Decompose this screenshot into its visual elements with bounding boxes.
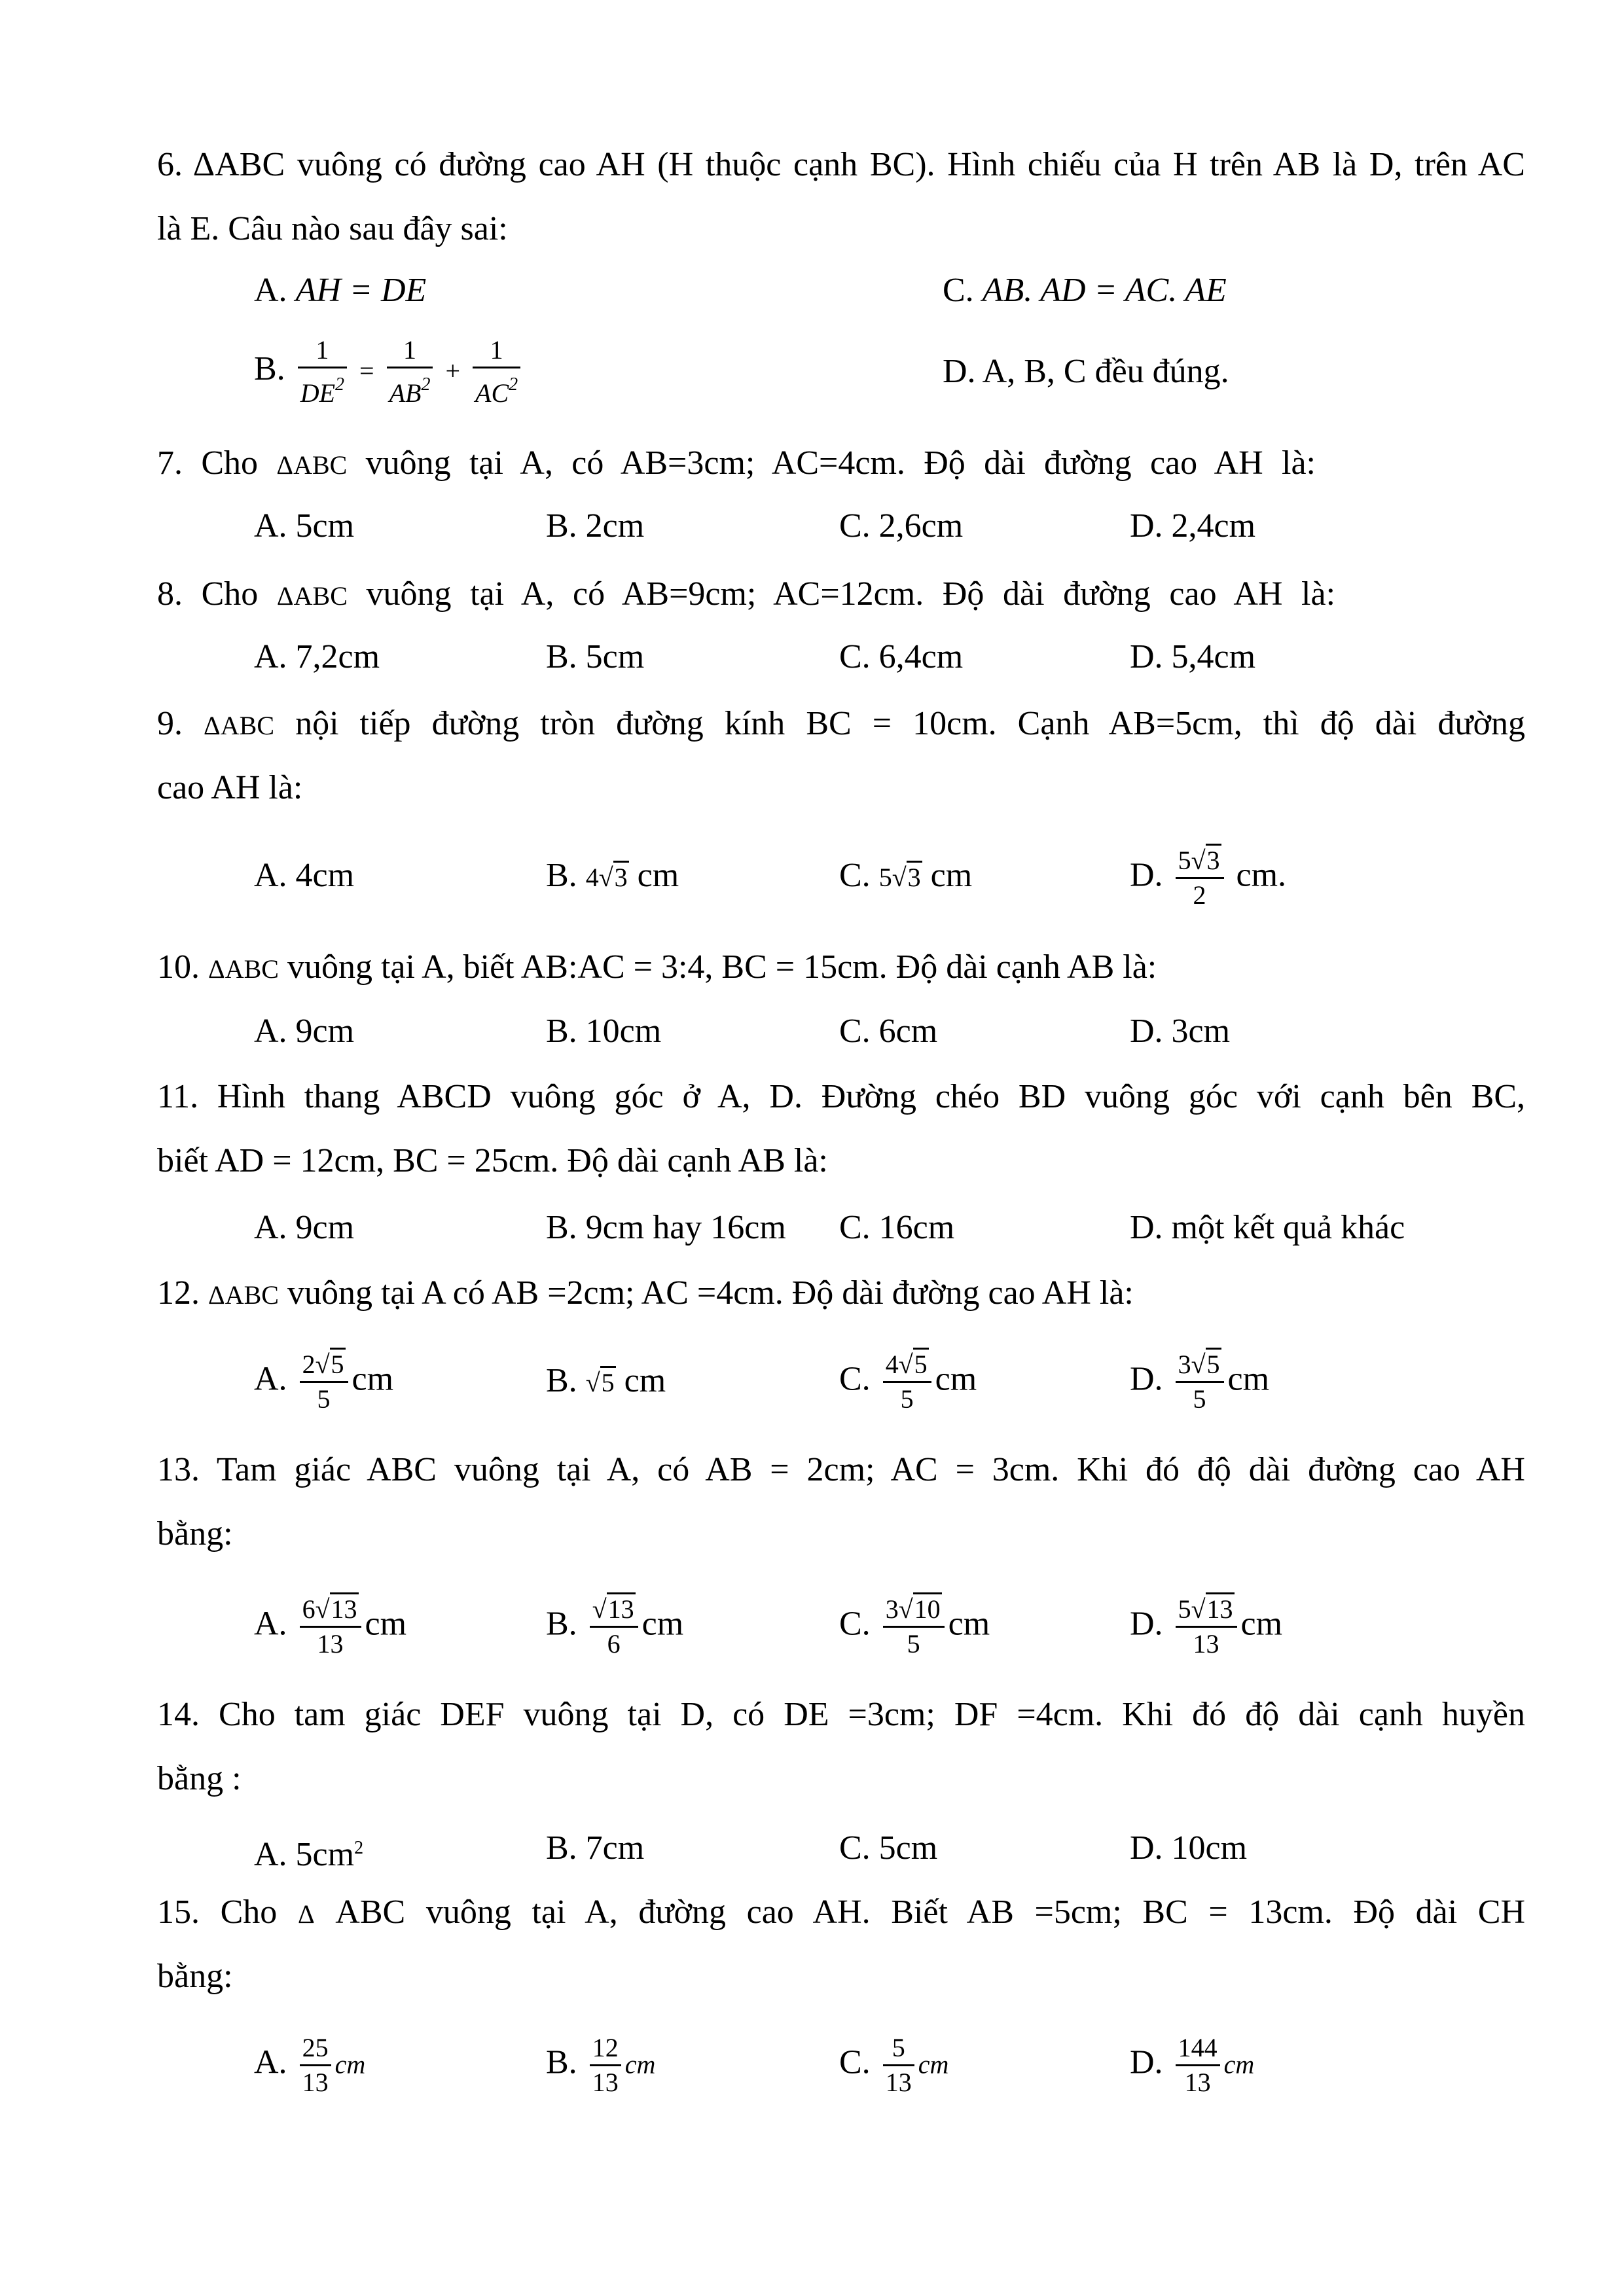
- q10-option-a: A. 9cm: [254, 1013, 355, 1050]
- q14-line-1: 14. Cho tam giác DEF vuông tại D, có DE =3cm; DF =4cm. Khi đó độ dài cạnh huyền: [157, 1696, 1525, 1733]
- q6-b-label: B.: [254, 350, 285, 387]
- q15-b-frac: $\frac{12}{13}$: [590, 2032, 621, 2099]
- q15-option-d: D. $\frac{144}{13}$ cm: [1130, 2032, 1254, 2099]
- q9-line-2: cao AH là:: [157, 769, 303, 806]
- q6-option-a: [254, 270, 426, 312]
- q6-b-frac-3: $\frac{1}{AC^2}$: [473, 334, 520, 410]
- q9-option-c: C. 5√3 cm: [839, 855, 972, 899]
- q8-option-c: C. 6,4cm: [839, 638, 964, 675]
- sqrt-symbol: √5: [899, 1348, 929, 1381]
- q10-stem: 10. ΔABC vuông tại A, biết AB:AC = 3:4, BC = 15cm. Độ dài cạnh AB là:: [157, 948, 1157, 986]
- sqrt-symbol: √3: [1191, 844, 1221, 877]
- q6-a-label: A.: [254, 272, 287, 309]
- q6-b-plus: +: [445, 355, 461, 386]
- q12-stem: 12. ΔABC vuông tại A có AB =2cm; AC =4cm. Độ dài đường cao AH là:: [157, 1274, 1134, 1312]
- q13-d-frac: $\frac{5√13}{13}$: [1176, 1593, 1237, 1660]
- q15-c-frac: $\frac{5}{13}$: [883, 2032, 914, 2099]
- q12-option-a: A. $\frac{2√5}{5}$ cm: [254, 1348, 393, 1416]
- q10-option-c: C. 6cm: [839, 1013, 938, 1050]
- q8-stem: 8. Cho ΔABC vuông tại A, có AB=9cm; AC=12cm. Độ dài đường cao AH là:: [157, 575, 1336, 613]
- q15-option-b: B. $\frac{12}{13}$ cm: [546, 2032, 655, 2099]
- q14-option-c: C. 5cm: [839, 1829, 938, 1867]
- q6-option-d: D. A, B, C đều đúng.: [943, 353, 1229, 390]
- triangle-symbol: ΔABC: [204, 711, 275, 740]
- q11-option-c: C. 16cm: [839, 1209, 955, 1246]
- q11-option-a: A. 9cm: [254, 1209, 355, 1246]
- q12-option-b: B. √5 cm: [546, 1360, 666, 1404]
- q8-option-d: D. 5,4cm: [1130, 638, 1256, 675]
- q9-option-a: A. 4cm: [254, 857, 355, 894]
- sqrt-symbol: √13: [592, 1593, 636, 1626]
- q7-option-b: B. 2cm: [546, 507, 645, 545]
- q7-option-d: D. 2,4cm: [1130, 507, 1256, 545]
- q15-option-c: C. $\frac{5}{13}$ cm: [839, 2032, 948, 2099]
- sqrt-symbol: √5: [1191, 1348, 1221, 1381]
- q13-a-frac: $\frac{6√13}{13}$: [300, 1593, 361, 1660]
- q12-a-frac: $\frac{2√5}{5}$: [300, 1348, 348, 1416]
- sqrt-symbol: √13: [1191, 1593, 1235, 1626]
- q13-b-frac: $\frac{√13}{6}$: [590, 1593, 638, 1660]
- q13-option-d: D. $\frac{5√13}{13}$ cm: [1130, 1593, 1282, 1660]
- q11-option-d: D. một kết quả khác: [1130, 1209, 1405, 1246]
- q15-a-frac: $\frac{25}{13}$: [300, 2032, 331, 2099]
- triangle-symbol: ΔABC: [276, 450, 348, 480]
- q6-line-2: là E. Câu nào sau đây sai:: [157, 210, 508, 247]
- q9-option-b: B. 4√3 cm: [546, 855, 679, 899]
- sqrt-symbol: √5: [586, 1362, 616, 1404]
- triangle-symbol: Δ: [297, 1899, 315, 1929]
- q6-b-frac-1: $\frac{1}{DE^2}$: [298, 334, 347, 410]
- q11-line-1: 11. Hình thang ABCD vuông góc ở A, D. Đường chéo BD vuông góc với cạnh bên BC,: [157, 1078, 1525, 1115]
- q6-c-label: C.: [943, 272, 974, 309]
- q9-d-frac: $\frac{5√3}{2}$: [1176, 844, 1224, 912]
- q13-line-1: 13. Tam giác ABC vuông tại A, có AB = 2cm; AC = 3cm. Khi đó độ dài đường cao AH: [157, 1451, 1525, 1488]
- sqrt-symbol: √10: [899, 1593, 942, 1626]
- sqrt-symbol: √3: [892, 857, 922, 899]
- triangle-symbol: ΔABC: [276, 581, 348, 611]
- q6-b-frac-2: $\frac{1}{AB^2}$: [387, 334, 433, 410]
- q15-stem: 15. Cho Δ ABC vuông tại A, đường cao AH. Biết AB =5cm; BC = 13cm. Độ dài CH: [157, 1893, 1526, 1931]
- q6-a-math: AH = DE: [295, 272, 427, 309]
- q9-stem: 9. ΔABC nội tiếp đường tròn đường kính BC = 10cm. Cạnh AB=5cm, thì độ dài đường: [157, 705, 1525, 742]
- q6-c-math: AB. AD = AC. AE: [982, 272, 1227, 309]
- q7-option-c: C. 2,6cm: [839, 507, 964, 545]
- q8-option-a: A. 7,2cm: [254, 638, 380, 675]
- triangle-symbol: ΔABC: [208, 1280, 279, 1310]
- q6-b-equals: =: [359, 355, 374, 386]
- q13-line-2: bằng:: [157, 1515, 233, 1552]
- q10-option-b: B. 10cm: [546, 1013, 662, 1050]
- q12-d-frac: $\frac{3√5}{5}$: [1176, 1348, 1224, 1416]
- triangle-symbol: ΔABC: [208, 954, 279, 984]
- q15-line-2: bằng:: [157, 1958, 233, 1995]
- q11-option-b: B. 9cm hay 16cm: [546, 1209, 786, 1246]
- q12-option-d: D. $\frac{3√5}{5}$ cm: [1130, 1348, 1269, 1416]
- q9-option-d: D. $\frac{5√3}{2}$ cm.: [1130, 844, 1286, 912]
- q15-option-a: A. $\frac{25}{13}$ cm: [254, 2032, 365, 2099]
- q12-option-c: C. $\frac{4√5}{5}$ cm: [839, 1348, 977, 1416]
- sqrt-symbol: √13: [316, 1593, 359, 1626]
- q7-option-a: A. 5cm: [254, 507, 355, 545]
- q7-stem: 7. Cho ΔABC vuông tại A, có AB=3cm; AC=4cm. Độ dài đường cao AH là:: [157, 444, 1316, 482]
- q10-option-d: D. 3cm: [1130, 1013, 1231, 1050]
- q14-line-2: bằng :: [157, 1760, 242, 1797]
- q14-option-b: B. 7cm: [546, 1829, 645, 1867]
- q6-option-b: [254, 334, 524, 410]
- q6-option-c: [943, 270, 1227, 312]
- sqrt-symbol: √3: [599, 857, 629, 899]
- q12-c-frac: $\frac{4√5}{5}$: [883, 1348, 931, 1416]
- q15-d-frac: $\frac{144}{13}$: [1176, 2032, 1220, 2099]
- sqrt-symbol: √5: [316, 1348, 346, 1381]
- q13-c-frac: $\frac{3√10}{5}$: [883, 1593, 945, 1660]
- q13-option-c: C. $\frac{3√10}{5}$ cm: [839, 1593, 990, 1660]
- q13-option-b: B. $\frac{√13}{6}$ cm: [546, 1593, 683, 1660]
- q14-option-d: D. 10cm: [1130, 1829, 1248, 1867]
- q8-option-b: B. 5cm: [546, 638, 645, 675]
- q14-option-a: A. $5cm^2$: [254, 1836, 364, 1873]
- q11-line-2: biết AD = 12cm, BC = 25cm. Độ dài cạnh AB là:: [157, 1142, 828, 1179]
- q6-line-1: 6. ΔABC vuông có đường cao AH (H thuộc cạnh BC). Hình chiếu của H trên AB là D, trên AC: [157, 146, 1525, 183]
- q13-option-a: A. $\frac{6√13}{13}$ cm: [254, 1593, 406, 1660]
